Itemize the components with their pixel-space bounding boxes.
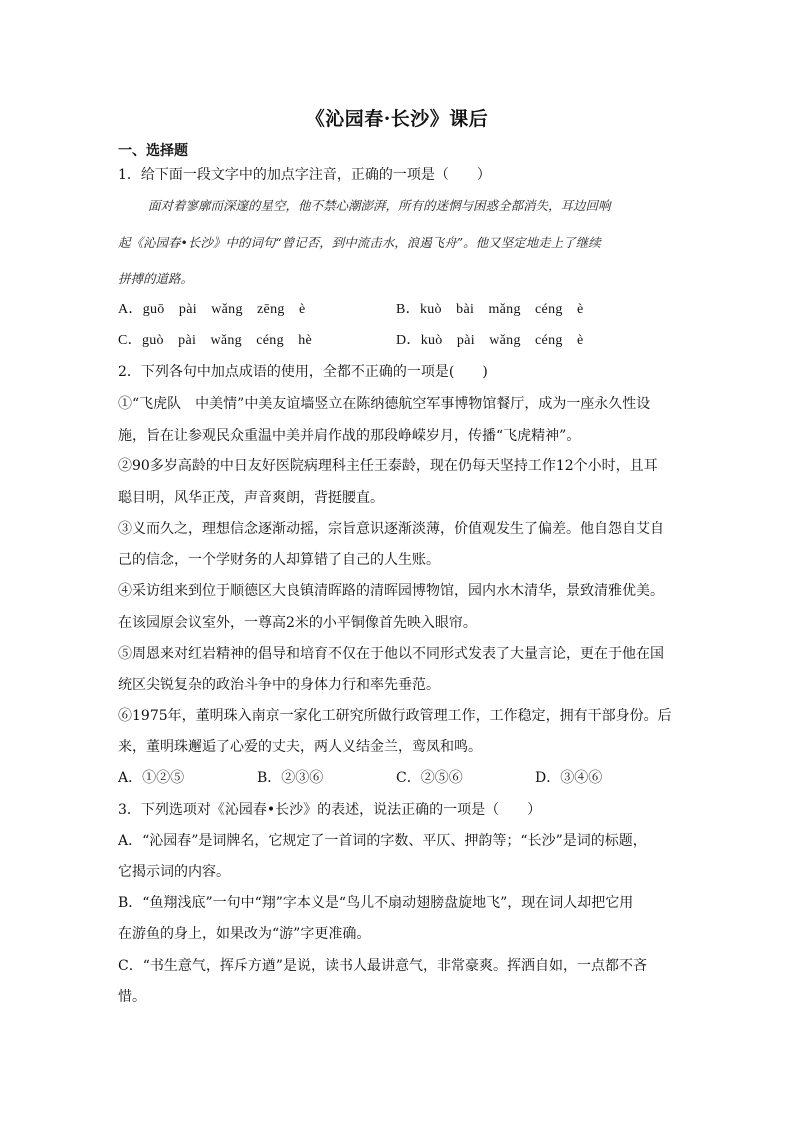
question-2-option-c[interactable]: C．②⑤⑥ — [396, 770, 463, 786]
question-1-option-d[interactable]: D．kuò pài wǎng céng è — [396, 333, 584, 348]
question-2-sentence-line: ②90多岁高龄的中日友好医院病理科主任王泰龄，现在仍每天坚持工作12个小时，且耳 — [118, 458, 658, 474]
question-2-sentence-line: ④采访组来到位于顺德区大良镇清晖路的清晖园博物馆，园内水木清华，景致清雅优美。 — [118, 583, 664, 599]
question-1-option-b[interactable]: B．kuò bài mǎng céng è — [396, 302, 584, 317]
question-2-sentence-line: ③义而久之，理想信念逐渐动摇，宗旨意识逐渐淡薄，价值观发生了偏差。他自怨自艾自 — [118, 521, 664, 537]
question-2-sentence-line: 统区尖锐复杂的政治斗争中的身体力行和率先垂范。 — [118, 677, 440, 693]
question-2-stem: 2．下列各句中加点成语的使用，全都不正确的一项是( ) — [118, 364, 488, 380]
question-2-option-a[interactable]: A．①②⑤ — [118, 770, 185, 786]
question-2-sentence-line: 聪目明，风华正茂，声音爽朗，背挺腰直。 — [118, 490, 384, 506]
question-1-passage-line: 拼搏的道路。 — [118, 271, 194, 286]
question-2-option-d[interactable]: D．③④⑥ — [535, 770, 603, 786]
question-2-sentence-line: ⑥1975年，董明珠入南京一家化工研究所做行政管理工作，工作稳定，拥有干部身份。后 — [118, 708, 672, 724]
question-2-sentence-line: 施，旨在让参观民众重温中美并肩作战的那段峥嵘岁月，传播“飞虎精神”。 — [118, 428, 581, 444]
question-3-option-line: 惜。 — [118, 989, 146, 1005]
question-2-sentence-line: ⑤周恩来对红岩精神的倡导和培育不仅在于他以不同形式发表了大量言论，更在于他在国 — [118, 646, 664, 662]
question-3-option-line[interactable]: A．“沁园春”是词牌名，它规定了一首词的字数、平仄、押韵等；“长沙”是词的标题， — [118, 833, 647, 849]
question-1-stem: 1．给下面一段文字中的加点字注音，正确的一项是（ ） — [118, 167, 491, 183]
question-3-option-line: 它揭示词的内容。 — [118, 864, 230, 880]
question-3-stem: 3．下列选项对《沁园春•长沙》的表述，说法正确的一项是（ ） — [118, 802, 542, 818]
question-1-option-a[interactable]: A．guō pài wǎng zēng è — [118, 302, 306, 317]
question-1-option-c[interactable]: C．guò pài wǎng céng hè — [118, 333, 313, 348]
question-2-sentence-line: ①“飞虎队 中美情”中美友谊墙竖立在陈纳德航空军事博物馆餐厅，成为一座永久性设 — [118, 396, 651, 412]
question-2-sentence-line: 在该园原会议室外，一尊高2米的小平铜像首先映入眼帘。 — [118, 615, 477, 631]
document-title: 《沁园春·长沙》课后 — [305, 108, 489, 130]
question-1-passage-line: 面对着寥廓而深邃的星空，他不禁心潮澎湃，所有的迷惘与困惑全都消失，耳边回响 — [148, 198, 611, 213]
question-1-passage-line: 起《沁园春•长沙》中的词句“曾记否，到中流击水，浪遏飞舟”。他又坚定地走上了继续 — [118, 235, 601, 250]
question-3-option-line: 在游鱼的身上，如果改为“游”字更准确。 — [118, 926, 371, 942]
question-2-sentence-line: 来，董明珠邂逅了心爱的丈夫，两人义结金兰，鸾凤和鸣。 — [118, 739, 482, 755]
question-3-option-line[interactable]: B．“鱼翔浅底”一句中“翔”字本义是“鸟儿不扇动翅膀盘旋地飞”，现在词人却把它用 — [118, 895, 634, 911]
section-heading: 一、选择题 — [118, 143, 188, 159]
question-3-option-line[interactable]: C．“书生意气，挥斥方遒”是说，读书人最讲意气，非常豪爽。挥洒自如，一点都不吝 — [118, 958, 648, 974]
question-2-sentence-line: 己的信念，一个学财务的人却算错了自己的人生账。 — [118, 552, 440, 568]
question-2-option-b[interactable]: B．②③⑥ — [257, 770, 324, 786]
